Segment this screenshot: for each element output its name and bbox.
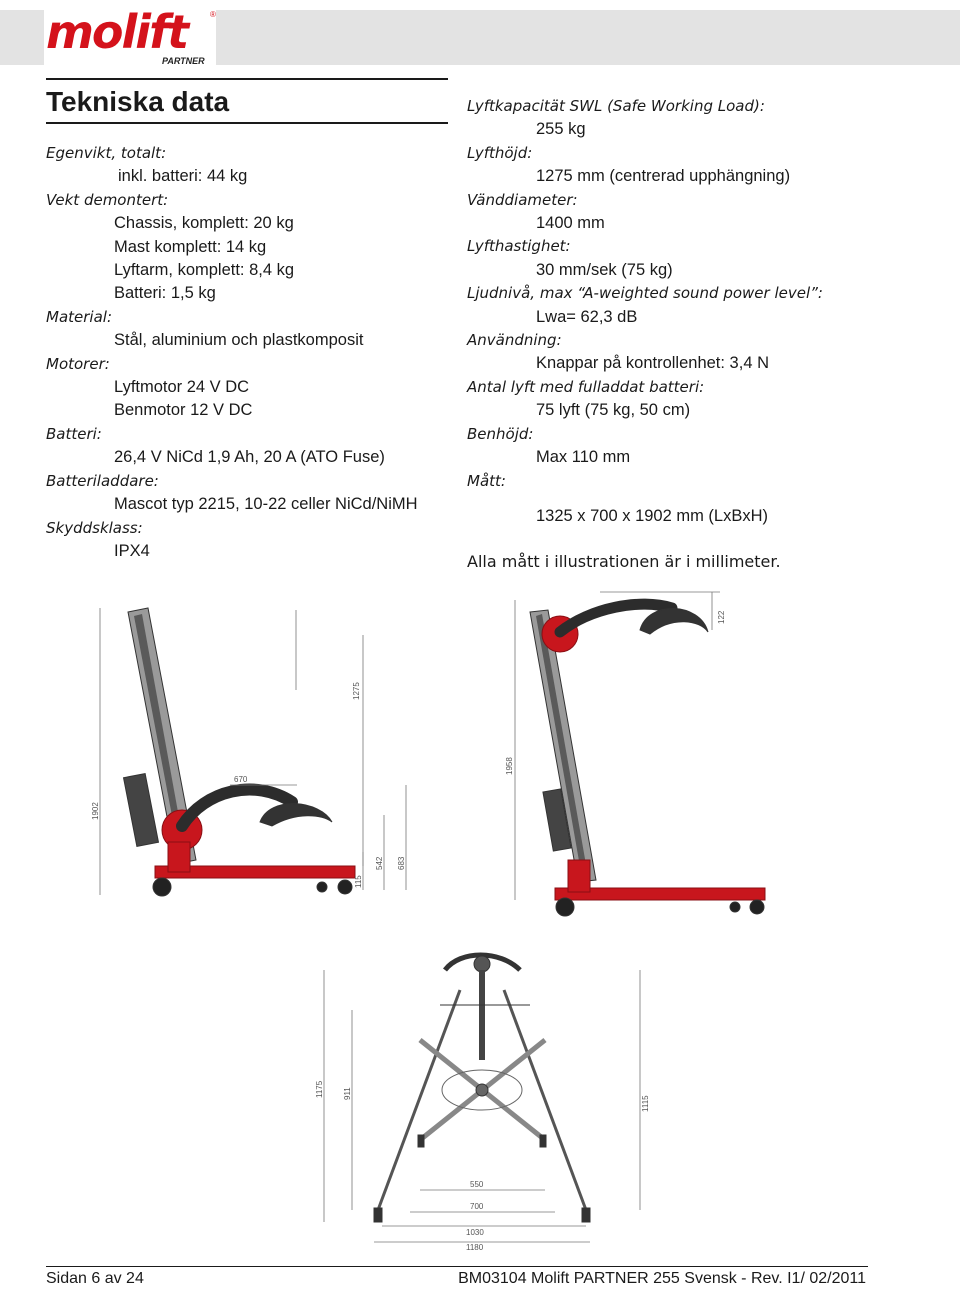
footer-rule <box>46 1266 868 1267</box>
dim-122: 122 <box>717 610 726 624</box>
dim-542: 542 <box>375 856 384 870</box>
dim-1275: 1275 <box>352 682 361 700</box>
dim-670: 670 <box>234 775 248 784</box>
spec-label: Vänddiameter: <box>467 190 578 209</box>
spec-label: Motorer: <box>46 354 110 373</box>
spec-value: Benmotor 12 V DC <box>114 401 253 420</box>
spec-value: Lyftarm, komplett: 8,4 kg <box>114 261 295 280</box>
spec-value: inkl. batteri: 44 kg <box>118 167 248 186</box>
spec-label: Mått: <box>467 471 506 490</box>
lift-side-view-right <box>530 604 765 916</box>
spec-value: 1275 mm (centrerad upphängning) <box>536 167 791 186</box>
right-spec-column <box>467 95 823 574</box>
spec-label: Batteri: <box>46 424 102 443</box>
document-id: BM03104 Molift PARTNER 255 Svensk - Rev. I1/ 02/2011 <box>458 1270 866 1287</box>
dim-911: 911 <box>343 1087 352 1100</box>
dim-1180: 1180 <box>466 1243 484 1252</box>
spec-value: Lwa= 62,3 dB <box>536 307 638 326</box>
spec-value: 75 lyft (75 kg, 50 cm) <box>536 401 691 420</box>
spec-value: 255 kg <box>536 120 586 139</box>
spec-value: Chassis, komplett: 20 kg <box>114 214 294 233</box>
title-rule-top <box>46 78 448 80</box>
dim-1030: 1030 <box>466 1228 484 1237</box>
page-title: Tekniska data <box>46 86 230 117</box>
spec-label: Antal lyft med fulladdat batteri: <box>467 377 705 396</box>
spec-label: Vekt demontert: <box>46 190 169 209</box>
dim-1175: 1175 <box>315 1080 324 1098</box>
dimension-note: Alla mått i illustrationen är i millimeter. <box>467 552 781 572</box>
title-rule-bottom <box>46 122 448 124</box>
spec-value: 26,4 V NiCd 1,9 Ah, 20 A (ATO Fuse) <box>114 448 385 467</box>
spec-value: 1325 x 700 x 1902 mm (LxBxH) <box>536 506 769 525</box>
spec-label: Benhöjd: <box>467 424 534 443</box>
logo <box>44 6 216 71</box>
lift-side-view-left <box>124 608 355 896</box>
logo-partner-text: PARTNER <box>162 56 205 66</box>
spec-value: Batteri: 1,5 kg <box>114 284 216 303</box>
dim-1958: 1958 <box>505 757 514 775</box>
spec-value: Mascot typ 2215, 10-22 celler NiCd/NiMH <box>114 495 418 514</box>
page-number: Sidan 6 av 24 <box>46 1270 144 1287</box>
dim-550: 550 <box>470 1180 484 1189</box>
spec-value: Knappar på kontrollenhet: 3,4 N <box>536 354 769 373</box>
dim-683: 683 <box>397 856 406 870</box>
spec-label: Lyfthöjd: <box>467 143 533 162</box>
spec-value: Mast komplett: 14 kg <box>114 237 267 256</box>
spec-label: Material: <box>46 307 112 326</box>
spec-label: Skyddsklass: <box>46 518 143 537</box>
dim-1115: 1115 <box>641 1095 650 1112</box>
dim-700: 700 <box>470 1202 484 1211</box>
logo-text: molift <box>46 5 188 59</box>
dim-115: 115 <box>354 875 363 888</box>
spec-value: 1400 mm <box>536 214 605 233</box>
spec-value: Lyftmotor 24 V DC <box>114 378 250 397</box>
spec-label: Batteriladdare: <box>46 471 159 490</box>
spec-label: Ljudnivå, max “A-weighted sound power level”: <box>467 284 823 303</box>
spec-value: 30 mm/sek (75 kg) <box>536 260 673 279</box>
side-view-drawing <box>0 590 960 920</box>
spec-label: Användning: <box>467 331 562 350</box>
spec-value: Stål, aluminium och plastkomposit <box>114 331 364 350</box>
logo-registered-mark: ® <box>210 10 216 19</box>
spec-label: Egenvikt, totalt: <box>46 144 167 162</box>
spec-value: IPX4 <box>114 541 150 560</box>
spec-label: Lyfthastighet: <box>467 237 571 256</box>
dim-1902: 1902 <box>91 802 100 820</box>
left-spec-column <box>46 142 418 563</box>
top-view-drawing <box>0 950 960 1260</box>
spec-value: Max 110 mm <box>536 448 631 467</box>
spec-label: Lyftkapacität SWL (Safe Working Load): <box>467 97 765 115</box>
